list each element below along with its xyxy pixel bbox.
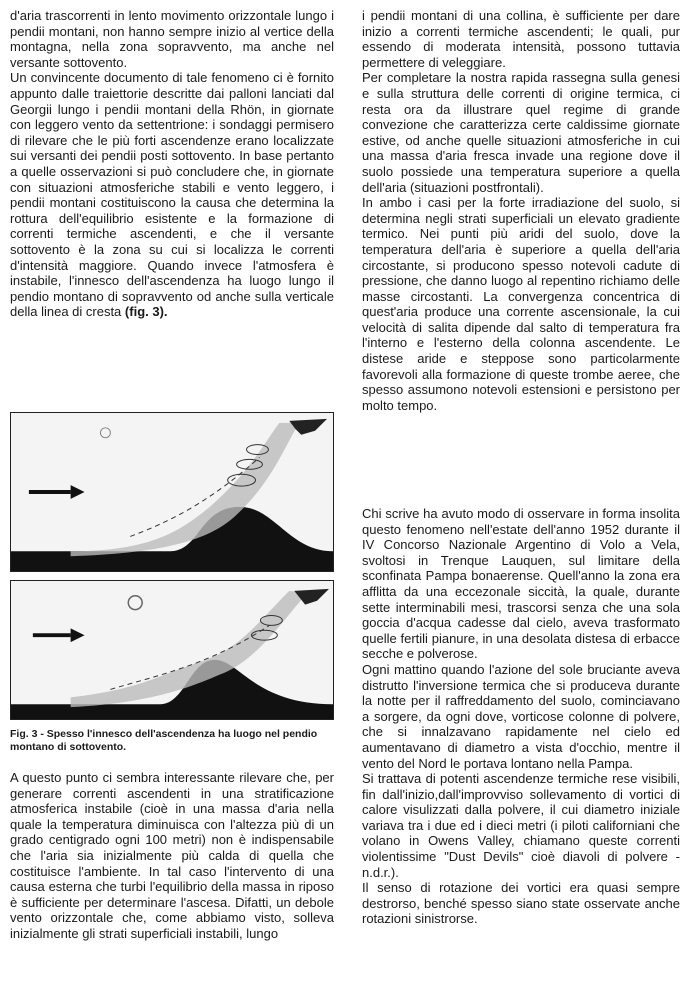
paragraph: A questo punto ci sembra interessante rilevare che, per generare correnti ascendenti in una stratificazione atmosferica instabile (cioè in una massa d'aria nella quale la temperatura diminuisca con l'altezza più di un grado centigrado ogni 100 metri) non è indispensabile che l'aria sia inizialmente più calda di quella che costituisce l'ambiente. In tal caso l'intervento di una causa esterna che turbi l'equilibrio della massa in riposo è sufficiente per determinare l'ascesa. Difatti, un debole vento orizzontale che, come abbiamo visto, solleva inizialmente gli strati superficiali instabili, lungo — [10, 770, 334, 941]
paragraph: i pendii montani di una collina, è sufficiente per dare inizio a correnti termiche ascendenti; le quali, pur essendo di moderata intensità, possono tuttavia permettere di veleggiare. — [362, 8, 680, 70]
paragraph-text: Un convincente documento di tale fenomeno ci è fornito appunto dalle traiettorie descritte dai palloni lanciati dal Georgii lungo i pendii montani della Rhön, in giornate con leggero vento da settentrione: i sondaggi permisero di rilevare che le più forti ascendenze erano localizzate sui versanti dei pendii posti sottovento. In base pertanto a quelle osservazioni si può concludere che, in giornate con situazioni atmosferiche stabili e vento leggero, i pendii montani costituiscono la causa che determina la rottura dell'equilibrio esistente e la formazione di correnti termiche ascendenti, e che il versante sottovento è la zona su cui si localizza le correnti d'intensità maggiore. Quando invece l'atmosfera è instabile, l'innesco dell'ascendenza ha luogo lungo il pendio montano di sopravvento od anche sulla verticale della linea di cresta — [10, 70, 334, 320]
paragraph: Il senso di rotazione dei vortici era quasi sempre destrorso, benché spesso siano state osservate anche rotazioni sinistrorse. — [362, 880, 680, 927]
figure-3-upper-panel — [10, 412, 334, 572]
diagram-slope-upper — [11, 413, 333, 571]
figure-3-lower-panel — [10, 580, 334, 720]
paragraph: Ogni mattino quando l'azione del sole bruciante aveva distrutto l'inversione termica che si produceva durante la notte per il raffreddamento del suolo, cominciavano a sorgere, da ogni dove, vorticose colonne di polvere, che si innalzavano rapidamente nel cielo ed aumentavano di diametro a vista d'occhio, mentre il vento del Nord le portava lontano nella Pampa. — [362, 661, 680, 771]
left-column-top-text — [10, 8, 334, 320]
figure-reference: (fig. 3). — [124, 304, 168, 320]
figure-caption: Fig. 3 - Spesso l'innesco dell'ascendenza ha luogo nel pendio montano di sottovento. — [10, 728, 318, 753]
paragraph: Chi scrive ha avuto modo di osservare in forma insolita questo fenomeno nell'estate dell'anno 1952 durante il IV Concorso Nazionale Argentino di Volo a Vela, svoltosi in Trenque Lauquen, sul limitare della sconfinata Pampa bonaerense. Quell'anno la zona era afflitta da una eccezonale siccità, la quale, durante sette interminabili mesi, trascorsi senza che una sola goccia d'acqua cadesse dal cielo, aveva trasformato quelle fertili pianure, in una desolata distesa di erbacce secche e polverose. — [362, 506, 680, 662]
paragraph: Si trattava di potenti ascendenze termiche rese visibili, fin dall'inizio,dall'improvviso sollevamento di vortici di calore visulizzati dalla polvere, il cui diametro iniziale variava tra i due ed i dieci metri (i piloti californiani che volano in Owens Valley, chiamano queste correnti violentissime "Dust Devils" cioè diavoli di polvere - n.d.r.). — [362, 771, 680, 880]
paragraph: Per completare la nostra rapida rassegna sulla genesi e sulla struttura delle correnti di origine termica, ci resta ora da illustrare quel regime di grande convezione che caratterizza certe caldissime giornate estive, od anche quelle situazioni atmosferiche in cui una massa d'aria fresca invade una regione dove il suolo possiede una temperatura superiore a quella dell'aria (situazioni postfrontali). — [362, 70, 680, 195]
paragraph: In ambo i casi per la forte irradiazione del suolo, si determina negli strati superficiali un elevato gradiente termico. Nei punti più aridi del suolo, dove la temperatura dell'aria è superiore a quella dell'aria circostante, si producono spesso notevoli cadute di pressione, che danno luogo al repentino richiamo delle masse circostanti. La convergenza concentrica di quest'aria produce una corrente ascensionale, la cui velocità di salita dipende dal salto di temperatura fra l'interno e l'esterno della colonna ascendente. Le distese aride e steppose sono particolarmente favorevoli alla formazione di queste trombe aeree, che spesso assumono notevoli estensioni e persistono per molto tempo. — [362, 195, 680, 413]
diagram-slope-lower — [11, 581, 333, 719]
paragraph — [10, 70, 334, 320]
paragraph: d'aria trascorrenti in lento movimento orizzontale lungo i pendii montani, non hanno sempre inizio al vertice della montagna, nella zona sopravvento, ma anche nel versante sottovento. — [10, 8, 334, 70]
left-column-bottom-text — [10, 770, 334, 942]
right-column-top-text — [362, 8, 680, 413]
right-column-bottom-text — [362, 506, 680, 927]
